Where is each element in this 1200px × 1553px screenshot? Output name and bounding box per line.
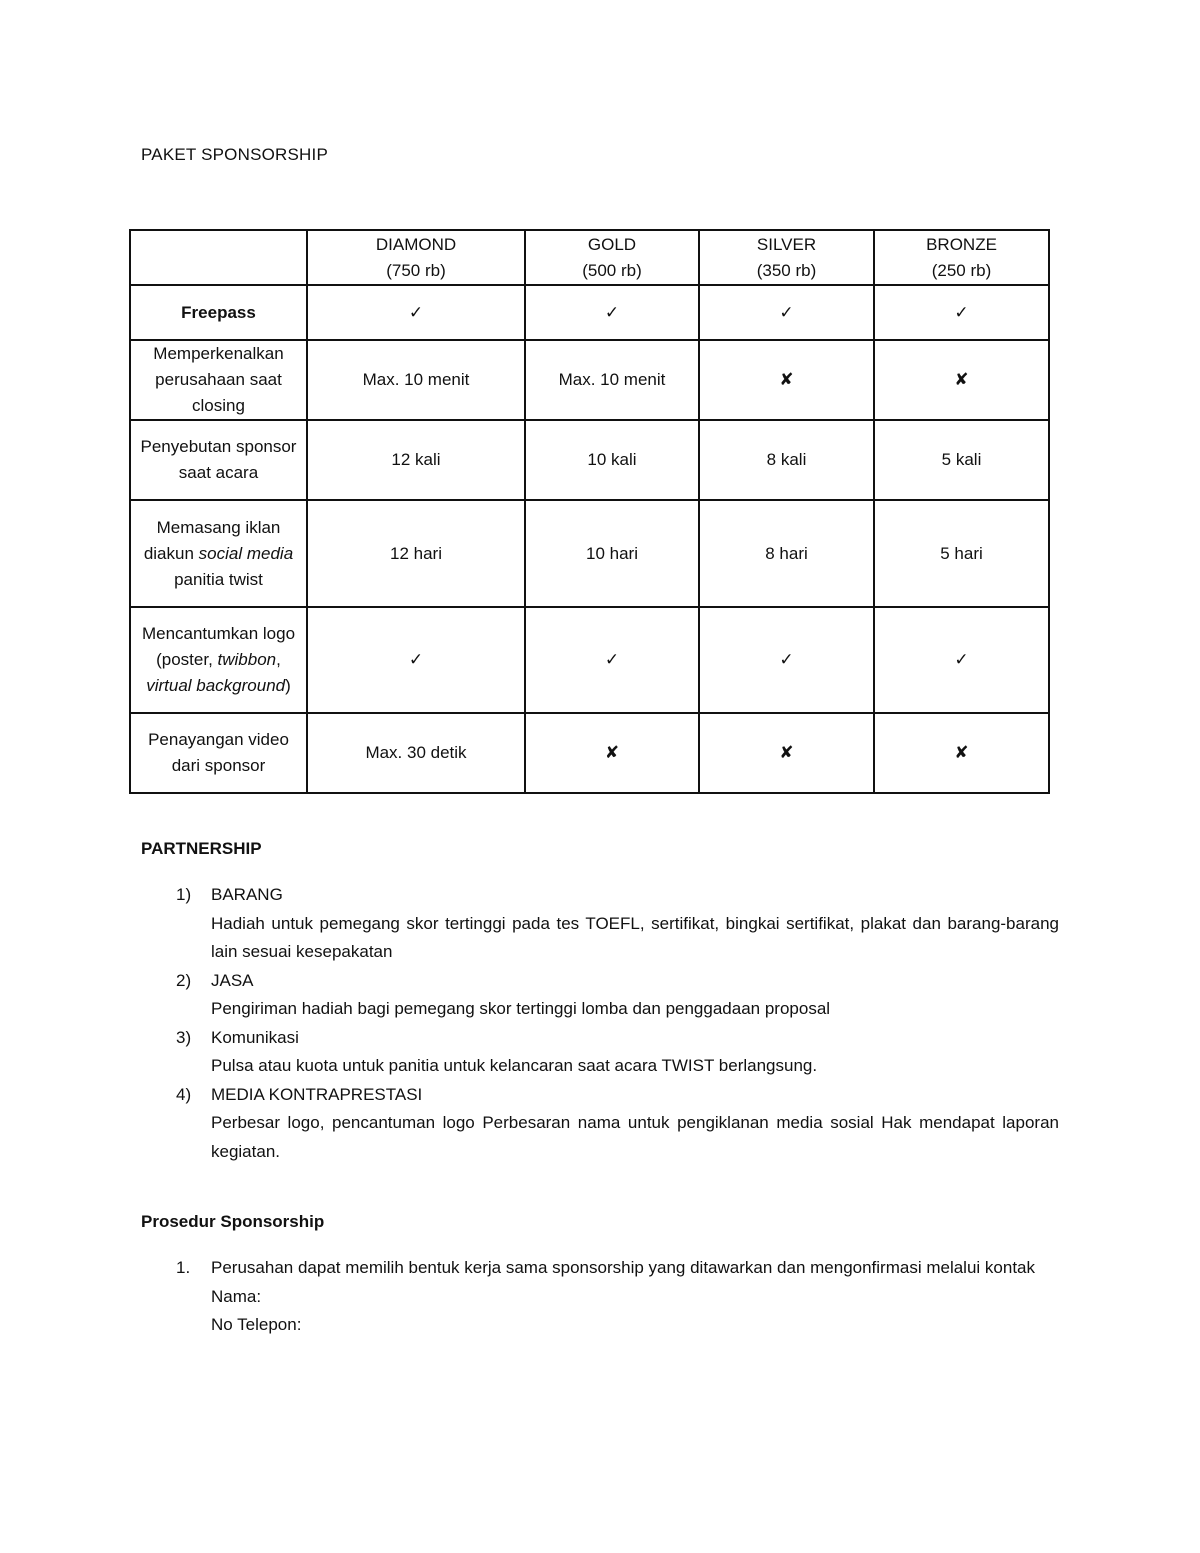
feature-video: Penayangan video dari sponsor — [130, 713, 307, 793]
cross-icon: ✘ — [699, 713, 874, 793]
check-icon: ✓ — [699, 607, 874, 713]
list-number: 3) — [176, 1027, 192, 1047]
value-cell: 5 hari — [874, 500, 1049, 607]
value-cell: Max. 10 menit — [525, 340, 699, 420]
check-icon: ✓ — [699, 285, 874, 340]
check-icon: ✓ — [874, 607, 1049, 713]
value-cell: Max. 10 menit — [307, 340, 525, 420]
feature-ads — [130, 500, 307, 607]
table-row-intro — [130, 340, 1049, 420]
check-icon: ✓ — [307, 285, 525, 340]
cross-icon: ✘ — [699, 340, 874, 420]
feature-text: panitia twist — [174, 569, 263, 589]
partnership-heading: PARTNERSHIP — [141, 839, 262, 858]
value-cell: 5 kali — [874, 420, 1049, 500]
sponsorship-package-table — [129, 229, 1050, 794]
table-row-mention — [130, 420, 1049, 500]
list-item-desc: Hadiah untuk pemegang skor tertinggi pada tes TOEFL, sertifikat, bingkai sertifikat, plakat dan barang-barang lain sesuai kesepakatan — [211, 913, 1059, 961]
tier-name: BRONZE — [926, 234, 997, 254]
check-icon: ✓ — [525, 285, 699, 340]
check-icon: ✓ — [525, 607, 699, 713]
page-title: PAKET SPONSORSHIP — [141, 145, 328, 164]
value-cell: 10 hari — [525, 500, 699, 607]
value-cell: 10 kali — [525, 420, 699, 500]
tier-price: (500 rb) — [582, 260, 642, 280]
cross-icon: ✘ — [874, 713, 1049, 793]
feature-text-italic: social media — [198, 543, 294, 563]
table-row-video — [130, 713, 1049, 793]
list-item-desc: Pulsa atau kuota untuk panitia untuk kelancaran saat acara TWIST berlangsung. — [211, 1056, 818, 1075]
feature-text-italic: virtual background — [146, 676, 286, 695]
feature-text: Memasang iklan diakun — [143, 517, 281, 563]
list-item-title: JASA — [211, 970, 254, 990]
feature-text: Mencantumkan logo (poster, — [141, 624, 296, 669]
feature-logo — [130, 607, 307, 713]
tier-header-diamond — [307, 230, 525, 285]
tier-header-silver — [699, 230, 874, 285]
list-number: 4) — [176, 1084, 192, 1104]
list-item — [141, 881, 1059, 967]
feature-freepass: Freepass — [130, 285, 307, 340]
tier-name: DIAMOND — [375, 234, 457, 254]
partnership-list — [141, 881, 1059, 1166]
list-number: 1) — [176, 885, 192, 904]
value-cell: 12 hari — [307, 500, 525, 607]
list-item — [141, 1024, 1059, 1081]
contact-name-label: Nama: — [211, 1286, 262, 1306]
list-item-title: Komunikasi — [211, 1027, 299, 1047]
tier-price: (350 rb) — [756, 260, 817, 280]
table-row-freepass — [130, 285, 1049, 340]
value-cell: Max. 30 detik — [307, 713, 525, 793]
table-corner-cell — [130, 230, 307, 285]
tier-header-bronze — [874, 230, 1049, 285]
cross-icon: ✘ — [874, 340, 1049, 420]
value-cell: 12 kali — [307, 420, 525, 500]
check-icon: ✓ — [874, 285, 1049, 340]
list-item-title: MEDIA KONTRAPRESTASI — [211, 1084, 423, 1104]
check-icon: ✓ — [307, 607, 525, 713]
list-item — [141, 967, 1059, 1024]
list-item — [141, 1081, 1059, 1167]
feature-text-italic: twibbon — [217, 650, 277, 669]
tier-name: SILVER — [756, 234, 817, 254]
cross-icon: ✘ — [525, 713, 699, 793]
value-cell: 8 kali — [699, 420, 874, 500]
list-item-desc: Perbesar logo, pencantuman logo Perbesaran nama untuk pengiklanan media sosial Hak mendapat laporan kegiatan. — [211, 1113, 1059, 1161]
table-row-ads — [130, 500, 1049, 607]
list-item-desc: Pengiriman hadiah bagi pemegang skor tertinggi lomba dan penggadaan proposal — [211, 999, 831, 1018]
list-item-title: BARANG — [211, 885, 283, 904]
feature-text: ) — [285, 676, 291, 695]
feature-text: , — [276, 650, 281, 669]
table-header-row — [130, 230, 1049, 285]
procedure-text: Perusahan dapat memilih bentuk kerja sama sponsorship yang ditawarkan dan mengonfirmasi melalui kontak — [211, 1258, 1036, 1277]
procedure-heading: Prosedur Sponsorship — [141, 1212, 325, 1231]
feature-intro: Memperkenalkan perusahaan saat closing — [130, 340, 307, 420]
list-item — [141, 1254, 1059, 1340]
table-row-logo — [130, 607, 1049, 713]
tier-header-gold — [525, 230, 699, 285]
procedure-list — [141, 1254, 1059, 1340]
tier-price: (750 rb) — [386, 260, 446, 280]
contact-phone-label: No Telepon: — [211, 1315, 302, 1334]
tier-price: (250 rb) — [931, 260, 992, 280]
list-number: 1. — [176, 1258, 191, 1277]
value-cell: 8 hari — [699, 500, 874, 607]
list-number: 2) — [176, 970, 192, 990]
tier-name: GOLD — [587, 234, 637, 254]
feature-mention: Penyebutan sponsor saat acara — [130, 420, 307, 500]
